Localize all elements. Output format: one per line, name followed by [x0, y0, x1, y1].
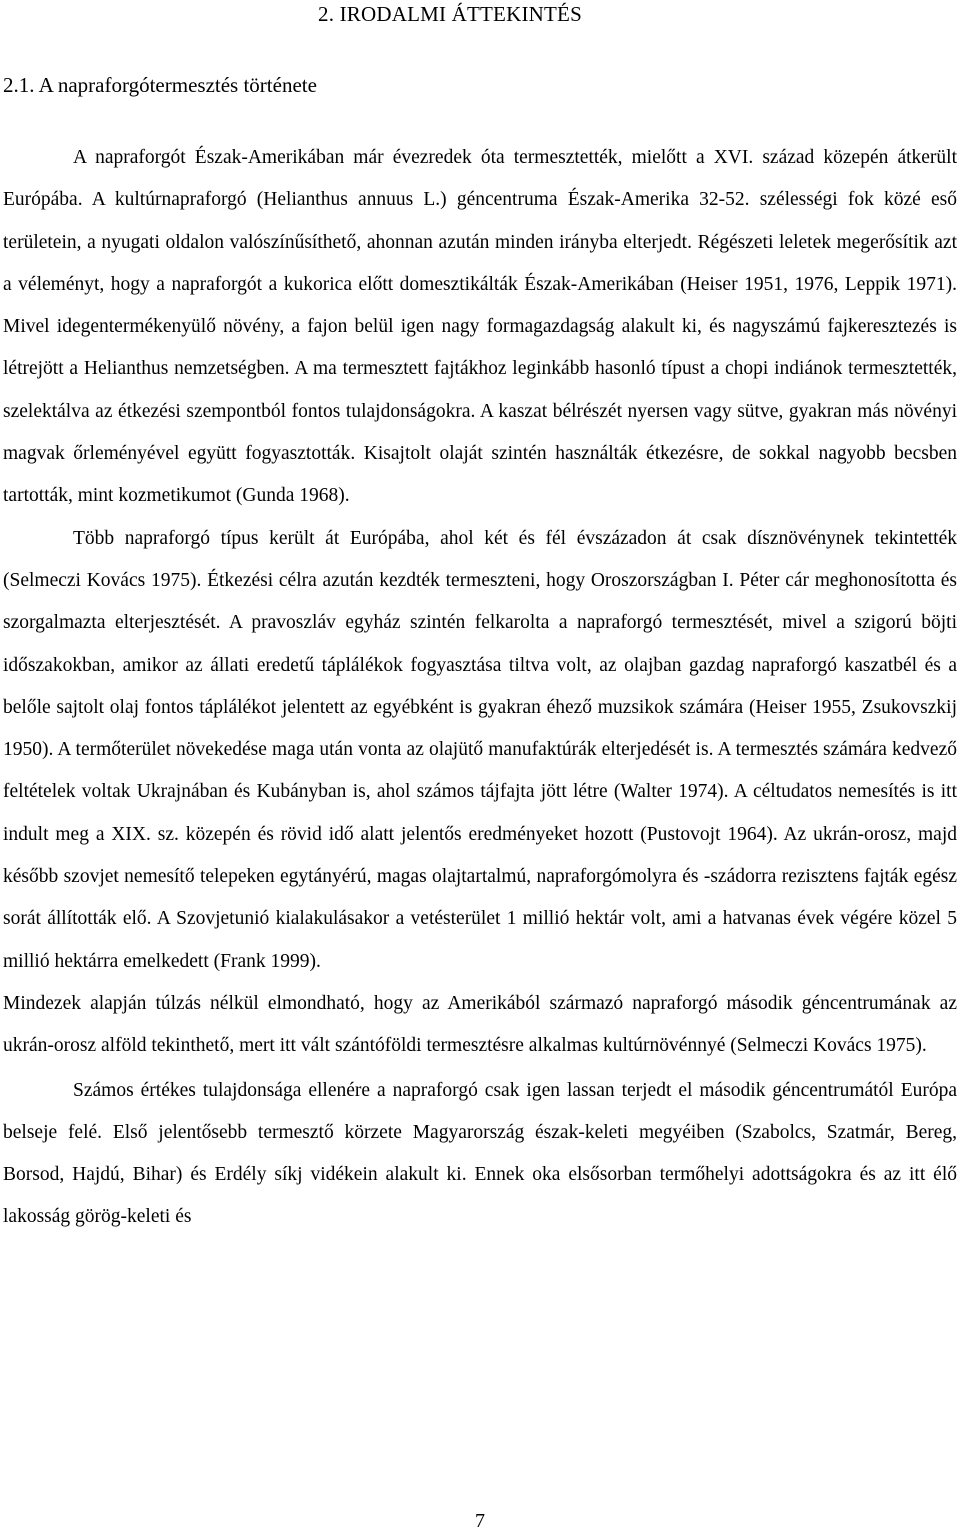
- chapter-title: 2. IRODALMI ÁTTEKINTÉS: [318, 2, 582, 26]
- section-title: 2.1. A napraforgótermesztés története: [3, 73, 317, 97]
- paragraph-second-gene-center: Mindezek alapján túlzás nélkül elmondható, hogy az Amerikából származó napraforgó második géncentrumának az ukrán-orosz alföld tekinthető, mert itt vált szántóföldi termesztésre alkalmas kultúrnövénnyé (Selmeczi Kovács 1975).: [3, 992, 957, 1057]
- body-text: [3, 137, 957, 1239]
- paragraph-history-origin: A napraforgót Észak-Amerikában már évezredek óta termesztették, mielőtt a XVI. század közepén átkerült Európába. A kultúrnapraforgó (Helianthus annuus L.) géncentruma Észak-Amerika 32-52. szélességi fok közé eső területein, a nyugati oldalon valószínűsíthető, ahonnan azután minden irányba elterjedt. Régészeti leletek megerősítik azt a véleményt, hogy a napraforgót a kukorica előtt domesztikálták Észak-Amerikában (Heiser 1951, 1976, Leppik 1971). Mivel idegentermékenyülő növény, a fajon belül igen nagy formagazdagság alakult ki, és nagyszámú fajkeresztezés is létrejött a Helianthus nemzetségben. A ma termesztett fajtákhoz leginkább hasonló típust a chopi indiánok termesztették, szelektálva az étkezési szempontból fontos tulajdonságokra. A kaszat bélrészét nyersen vagy sütve, gyakran más növényi magvak őrleményével együtt fogyasztották. Kisajtolt olaját szintén használták étkezésre, de sokkal nagyobb becsben tartották, mint kozmetikumot (Gunda 1968).: [3, 147, 957, 507]
- paragraph-europe-spread: Több napraforgó típus került át Európába, ahol két és fél évszázadon át csak dísznövénynek tekintették (Selmeczi Kovács 1975). Étkezési célra azután kezdték termeszteni, hogy Oroszországban I. Péter cár meghonosította és szorgalmazta elterjesztését. A pravoszláv egyház szintén felkarolta a napraforgó termesztését, mivel a szigorú böjti időszakokban, amikor az állati eredetű táplálékok fogyasztása tiltva volt, az olajban gazdag napraforgó kaszatbél és a belőle sajtolt olaj fontos táplálékot jelentett az egyébként is gyakran éhező muzsikok számára (Heiser 1955, Zsukovszkij 1950). A termőterület növekedése maga után vonta az olajütő manufaktúrák elterjedését is. A termesztés számára kedvező feltételek voltak Ukrajnában és Kubányban is, ahol számos tájfajta jött létre (Walter 1974). A céltudatos nemesítés is itt indult meg a XIX. sz. közepén és rövid idő alatt jelentős eredményeket hozott (Pustovojt 1964). Az ukrán-orosz, majd később szovjet nemesítő telepeken egytányérú, magas olajtartalmú, napraforgómolyra és -szádorra rezisztens fajták egész sorát állították elő. A Szovjetunió kialakulásakor a vetésterület 1 millió hektár volt, ami a hatvanas évek végére közel 5 millió hektárra emelkedett (Frank 1999).: [3, 527, 957, 972]
- page-number: 7: [475, 1510, 485, 1532]
- paragraph-hungary-spread: Számos értékes tulajdonsága ellenére a napraforgó csak igen lassan terjedt el második géncentrumától Európa belseje felé. Első jelentősebb termesztő körzete Magyarország észak-keleti megyéiben (Szabolcs, Szatmár, Bereg, Borsod, Hajdú, Bihar) és Erdély síkj vidékein alakult ki. Ennek oka elsősorban termőhelyi adottságokra és az itt élő lakosság görög-keleti és: [3, 1079, 957, 1228]
